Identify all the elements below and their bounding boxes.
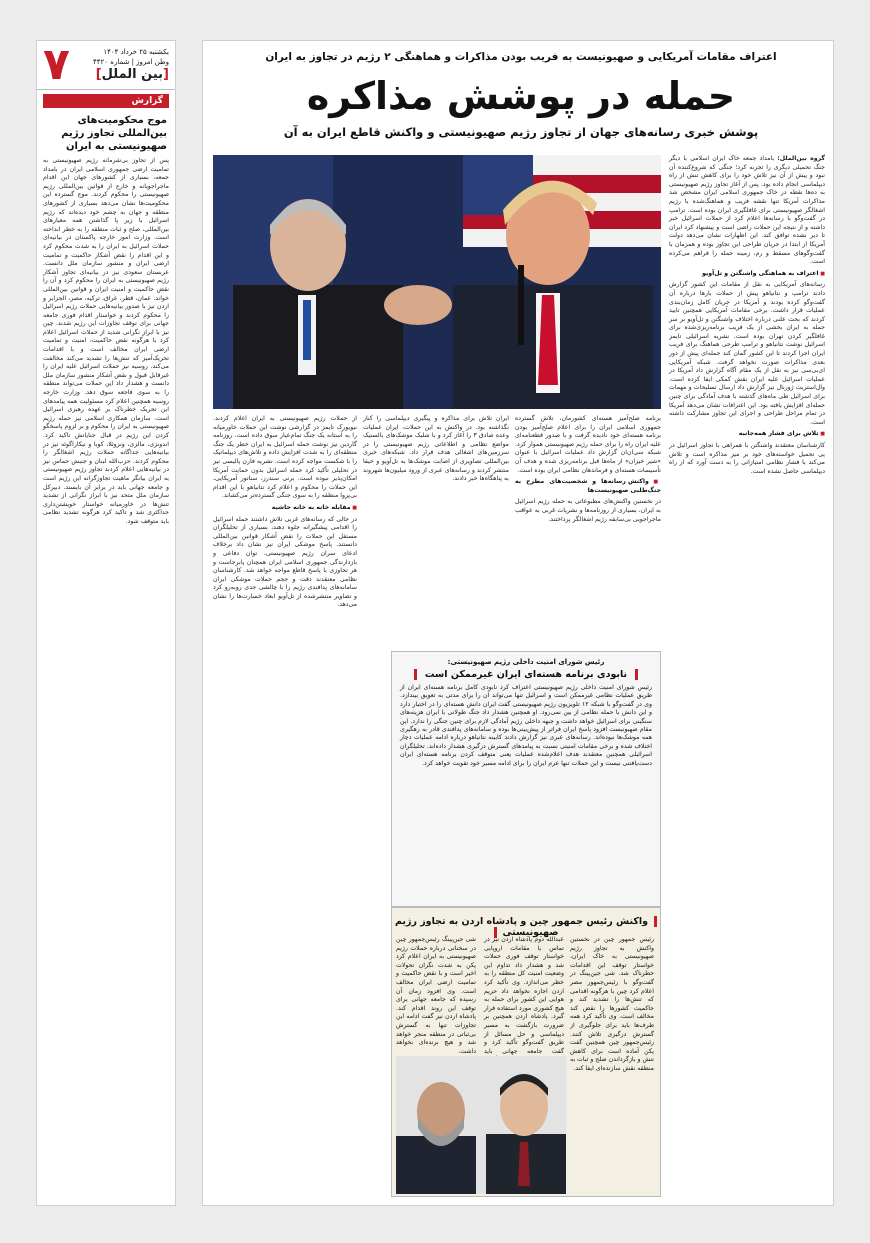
handshake-photo-illustration — [213, 155, 661, 409]
box2-title — [392, 916, 660, 938]
lead-photo — [213, 155, 661, 409]
text-column-right — [669, 155, 825, 1199]
issue-text: وطن امروز | شماره ۴۴۲۰ — [93, 58, 169, 66]
date-line — [93, 47, 169, 67]
box1-title — [400, 669, 652, 680]
text-column-center — [363, 415, 509, 645]
box1-title-text: نابودی برنامه هسته‌ای ایران غیرممکن است — [414, 669, 638, 680]
report-tag: گزارش — [43, 94, 169, 108]
sidebar-article-title: موج محکومیت‌های بین‌المللی تجاوز رژیم صهیونیستی به ایران — [61, 115, 167, 152]
column-left-text-2: در حالی که رسانه‌های غربی تلاش داشتند حمله اسرائیل را اقدامی پیشگیرانه جلوه دهند، بسیاری از تحلیلگران مستقل این حملات را نقض آشکار قوانین بین‌المللی دانستند. پاسخ موشکی ایران نیز نشان داد برخلاف ادعای سران رژیم صهیونیستی، توان دفاعی و بازدارندگی جمهوری اسلامی ایران همچنان پابرجاست و هر تجاوزی با پاسخ قاطع مواجه خواهد شد. کارشناسان نظامی معتقدند دقت و حجم حملات موشکی ایران سامانه‌های پدافندی رژیم را با چالشی جدی روبه‌رو کرد و تصاویر منتشرشده از تل‌آویو ابعاد خسارت‌ها را نشان می‌دهد. — [213, 515, 357, 609]
column-middle-text-2: در نخستین واکنش‌های مطبوعاتی به حمله رژیم اسرائیل به ایران، بسیاری از روزنامه‌ها و نشریات غربی به عواقب ماجراجویی بی‌سابقه رژیم اشغالگر پرداختند. — [515, 498, 661, 523]
sidebar-column — [36, 40, 176, 1206]
column-right-text-1: بامداد جمعه خاک ایران اسلامی با دیگر جنگ تحمیلی دیگری را تجربه کرد؛ جنگی که شروع‌کننده آن نبود و پیش از آن نیز تلاش خود را برای کاهش تنش از راه دیپلماسی انجام داده بود. پس از آغاز تجاوز رژیم صهیونیستی به ده‌ها نقطه در خاک جمهوری اسلامی ایران مشخص شد مذاکرات آمریکا تنها نقشه فریب و هماهنگ‌شده با رژیم اشغالگر صهیونیستی برای غافلگیری ایران بوده است. ترامپ در گفت‌وگو با رسانه‌ها اعلام کرد از حملات اسرائیل خبر داشته و از نتیجه این حملات راضی است و پیشنهاد کرد ایران تا دیر نشده توافق کند. این اظهارات نشان می‌دهد دولت آمریکا از ابتدا در جریان طراحی این تجاوز بوده و همزمان با گفت‌وگوهای مسقط و رم، زمینه حمله را فراهم می‌کرده است. — [669, 155, 825, 266]
handshake — [384, 285, 452, 325]
box1-kicker: رئیس شورای امنیت داخلی رژیم صهیونیستی: — [447, 658, 605, 666]
microphone — [518, 265, 524, 345]
byline: گروه بین‌الملل: — [777, 155, 826, 162]
box2-photo — [396, 1056, 566, 1194]
section-label: [بین الملل] — [95, 67, 169, 82]
column-left-subhead: ■ مقابله خانه به خانه حاشیه — [213, 504, 357, 513]
column-middle-text-1: برنامه صلح‌آمیز هسته‌ای کشورمان، تلاش گسترده جمهوری اسلامی ایران را برای اعلام صلح‌آمیز بودن برنامه هسته‌ای خود نادیده گرفت و با صدور قطعنامه‌ای علیه ایران راه را برای حمله رژیم صهیونیستی هموار کرد. شبکه سی‌ان‌ان گزارش داد عملیات اسرائیل با عنوان «شیر خیزان» از ماه‌ها قبل برنامه‌ریزی شده و هدف آن تأسیسات هسته‌ای و فرماندهان نظامی ایران بوده است. — [515, 415, 661, 474]
sidebar-header — [37, 41, 175, 90]
box2-column-left: شی جین‌پینگ رئیس‌جمهور چین در سخنانی درباره حملات رژیم صهیونیستی به ایران اعلام کرد پکن به شدت نگران تحولات اخیر است و با نقض حاکمیت و تمامیت ارضی ایران مخالف است. وی افزود زمان آن رسیده که جامعه جهانی برای توقف این روند اقدام کند. پادشاه اردن نیز گفت ادامه این تجاوزات تنها به گسترش بی‌ثباتی در منطقه منجر خواهد شد و هیچ برنده‌ای نخواهد داشت. — [396, 936, 476, 1055]
box1-body: رئیس شورای امنیت داخلی رژیم صهیونیستی اعتراف کرد نابودی کامل برنامه هسته‌ای ایران از طریق عملیات نظامی غیرممکن است و اسرائیل تنها می‌تواند آن را برای مدتی به تعویق بیندازد. وی در گفت‌وگو با شبکه ۱۲ تلویزیون رژیم صهیونیستی گفت ایران دانش هسته‌ای را در اختیار دارد و این دانش با حمله نظامی از بین نمی‌رود. او همچنین هشدار داد جنگ طولانی با ایران هزینه‌های سنگینی برای اسرائیل خواهد داشت و جبهه داخلی رژیم آمادگی لازم برای چنین جنگی را ندارد. این مقام صهیونیست افزود پاسخ ایران فراتر از پیش‌بینی‌ها بوده و سامانه‌های پدافندی قادر به رهگیری همه موشک‌ها نبوده‌اند. رسانه‌های عبری نیز گزارش دادند کابینه نتانیاهو درباره ادامه عملیات دچار اختلاف شده و برخی مقامات امنیتی نسبت به پیامدهای گسترش درگیری هشدار داده‌اند. تحلیلگران اسرائیلی همچنین معتقدند هدف اعلام‌شده عملیات یعنی متوقف کردن برنامه هسته‌ای ایران دست‌یافتنی نیست و این حملات تنها عزم ایران را برای ادامه مسیر خود تقویت خواهد کرد. — [400, 684, 652, 767]
column-right-text-2: رسانه‌های آمریکایی به نقل از مقامات این کشور گزارش دادند ترامپ و نتانیاهو پیش از حملات بارها درباره آن گفت‌وگو کرده بودند و آمریکا در جریان کامل زمان‌بندی عملیات قرار داشت. برخی مقامات آمریکایی همچنین تایید کردند که بحث علنی درباره اختلاف واشنگتن و تل‌آویو بر سر حمله به ایران بخشی از یک فریب برنامه‌ریزی‌شده برای غافلگیر کردن تهران بوده است. نشریه اسرائیلی تایمز اسرائیل نوشت نتانیاهو و ترامپ طرحی هماهنگ برای فریب ایران اجرا کردند تا این کشور گمان کند حمله‌ای پیش از دور بعدی مذاکرات صورت نخواهد گرفت. شبکه آمریکایی ای‌بی‌سی نیز به نقل از یک مقام آگاه گزارش داد آمریکا در عملیات اسرائیل علیه ایران نقش کمکی ایفا کرده است. وال‌استریت ژورنال نیز گزارش داد ارسال تسلیحات و مهمات برای اسرائیل طی ماه‌های گذشته با هدف آمادگی برای چنین حمله‌ای افزایش یافته بود. این اعترافات نشان می‌دهد آمریکا در تمام مراحل طراحی و اجرای این تجاوز مشارکت داشته است. — [669, 281, 825, 426]
column-right-subhead-2: ■ تلاش برای فشار همه‌جانبه — [669, 430, 825, 439]
leaders-photo-illustration — [396, 1056, 566, 1194]
sidebar-box-china-jordan — [391, 907, 661, 1197]
article-subhead: پوشش خبری رسانه‌های جهان از تجاوز رژیم صهیونیستی و واکنش قاطع ایران به آن — [283, 125, 759, 139]
box2-column-middle: عبدالله دوم پادشاه اردن نیز در تماس با مقامات اروپایی خواستار توقف فوری حملات شد و هشدار داد تداوم این وضعیت امنیت کل منطقه را به خطر می‌اندازد. وی تأکید کرد اردن اجازه نخواهد داد حریم هوایی این کشور برای حمله به هیچ کشوری مورد استفاده قرار گیرد. پادشاه اردن همچنین بر ضرورت بازگشت به مسیر دیپلماسی و حل مسائل از طریق گفت‌وگو تأکید کرد و گفت جامعه جهانی باید — [484, 936, 564, 1055]
text-column-middle — [515, 415, 661, 645]
page-number: ۷ — [43, 39, 70, 90]
date-text: یکشنبه ۲۵ خرداد ۱۴۰۴ — [103, 48, 169, 56]
sidebar-box-nuclear — [391, 651, 661, 907]
article-headline: حمله در پوشش مذاکره — [306, 74, 736, 118]
main-article — [202, 40, 834, 1206]
column-middle-subhead: ■ واکنش رسانه‌ها و شخصیت‌های مطرح به جنگ‌طلبی صهیونیست‌ها — [515, 478, 661, 495]
box2-title-text: واکنش رئیس جمهور چین و پادشاه اردن به تجاوز رژیم صهیونیستی — [395, 916, 657, 938]
column-right-text-3: کارشناسان معتقدند واشنگتن با همراهی با تجاوز اسرائیل در پی تحمیل خواسته‌های خود بر میز مذاکره است و تلاش می‌کند با فشار نظامی امتیازاتی را به دست آورد که از راه دیپلماسی حاصل نشده است. — [669, 442, 825, 475]
sidebar-article-body: پس از تجاوز بی‌شرمانه رژیم صهیونیستی به تمامیت ارضی جمهوری اسلامی ایران در بامداد جمعه، بسیاری از کشورهای جهان این اقدام ماجراجویانه و خارج از قوانین بین‌المللی رژیم صهیونیستی را محکوم کردند. موج گسترده این محکومیت‌ها نشان می‌دهد بسیاری از کشورهای منطقه و جهان به چشم خود دیده‌اند که رژیم اسرائیل با زیر پا گذاشتن همه معیارهای بین‌المللی، صلح و ثبات منطقه را به خطر انداخته است. وزارت امور خارجه پاکستان در بیانیه‌ای حملات اسرائیل به ایران را به شدت محکوم کرد و این اقدام را نقض آشکار حاکمیت و تمامیت ارضی ایران و منشور سازمان ملل دانست. عربستان سعودی نیز در بیانیه‌ای تجاوز آشکار رژیم صهیونیستی به ایران را محکوم کرد و آن را نقض حاکمیت و امنیت ایران و قوانین بین‌المللی خواند. عمان، قطر، عراق، ترکیه، مصر، الجزایر و اردن نیز با صدور بیانیه‌هایی حملات رژیم اسرائیل را محکوم کردند و خواستار اقدام فوری جامعه جهانی برای توقف تجاوزات این رژیم شدند. چین نیز با ابراز نگرانی شدید از حملات اسرائیل اعلام کرد با هرگونه نقض حاکمیت، امنیت و تمامیت ارضی ایران مخالف است و با اقدامات تحریک‌آمیز که تنش‌ها را تشدید می‌کند مخالفت می‌کند. روسیه نیز حملات اسرائیل علیه ایران را غیرقابل قبول و نقض آشکار منشور سازمان ملل دانست و هشدار داد این حملات می‌تواند منطقه را به سوی فاجعه سوق دهد. وزارت خارجه روسیه همچنین اعلام کرد مسئولیت همه پیامدهای این تحریک خطرناک بر عهده رهبری اسرائیل است. سازمان همکاری اسلامی نیز حمله رژیم صهیونیستی به ایران را محکوم و بر لزوم پاسخگو کردن این رژیم در قبال جنایاتش تاکید کرد. اندونزی، مالزی، ونزوئلا، کوبا و نیکاراگوئه نیز در بیانیه‌هایی جداگانه حملات رژیم اشغالگر را محکوم کردند. حزب‌الله لبنان و جنبش حماس نیز در بیانیه‌هایی اعلام کردند تجاوز رژیم صهیونیستی به ایران بیانگر ماهیت تجاوزگرانه این رژیم است و جامعه جهانی باید در برابر آن بایستد. دبیرکل سازمان ملل متحد نیز با ابراز نگرانی از تشدید تنش‌ها در خاورمیانه خواستار خویشتن‌داری حداکثری شد و تاکید کرد هرگونه تشدید نظامی باید متوقف شود. — [43, 157, 169, 525]
column-right-subhead-1: ■ اعتراف به هماهنگی واشنگتن و تل‌آویو — [669, 270, 825, 279]
column-left-text-1: از حملات رژیم صهیونیستی به ایران اعلام کردند. نیویورک تایمز در گزارشی نوشت این حملات خاورمیانه را به آستانه یک جنگ تمام‌عیار سوق داده است. روزنامه گاردین نیز نوشت حمله اسرائیل به ایران خطر یک جنگ منطقه‌ای را به شدت افزایش داده و تلاش‌های دیپلماتیک را با شکست مواجه کرده است. نشریه فارن پالیسی نیز در تحلیلی تأکید کرد حمله اسرائیل بدون حمایت آمریکا امکان‌پذیر نبوده است. برنی سندرز، سناتور آمریکایی، این حملات را محکوم و اعلام کرد نتانیاهو با این اقدام بی‌پروا منطقه را به سوی جنگی گسترده‌تر می‌کشاند. — [213, 415, 357, 500]
box2-column-right: رئیس جمهور چین در نخستین واکنش به تجاوز رژیم صهیونیستی به خاک ایران، خواستار توقف این اقدامات خطرناک شد. شی جین‌پینگ در گفت‌وگو با رئیس‌جمهور مصر اعلام کرد چین با هرگونه اقدامی که تنش‌ها را تشدید کند و حاکمیت کشورها را نقض کند مخالف است. وی تأکید کرد همه طرف‌ها باید برای جلوگیری از گسترش درگیری تلاش کنند. رئیس‌جمهور چین همچنین گفت پکن آماده است برای کاهش تنش و بازگرداندن صلح و ثبات به منطقه نقش سازنده‌ای ایفا کند. — [570, 936, 654, 1072]
column-center-text: ایران تلاش برای مذاکره و پیگیری دیپلماسی را کنار نگذاشته بود. در واکنش به این حملات، ایران عملیات وعده صادق ۳ را آغاز کرد و با شلیک موشک‌های بالستیک مواضع نظامی و اطلاعاتی رژیم صهیونیستی را در سرزمین‌های اشغالی هدف قرار داد. شبکه‌های خبری بین‌المللی تصاویری از اصابت موشک‌ها به تل‌آویو و حیفا منتشر کردند و رسانه‌های عبری از ورود میلیون‌ها شهروند به پناهگاه‌ها خبر دادند. — [363, 415, 509, 483]
article-kicker: اعتراف مقامات آمریکایی و صهیونیست به فریب بودن مذاکرات و هماهنگی ۲ رژیم در تجاوز به ایران — [265, 51, 777, 63]
text-column-left — [213, 415, 357, 1197]
section-name: بین الملل — [101, 67, 164, 82]
